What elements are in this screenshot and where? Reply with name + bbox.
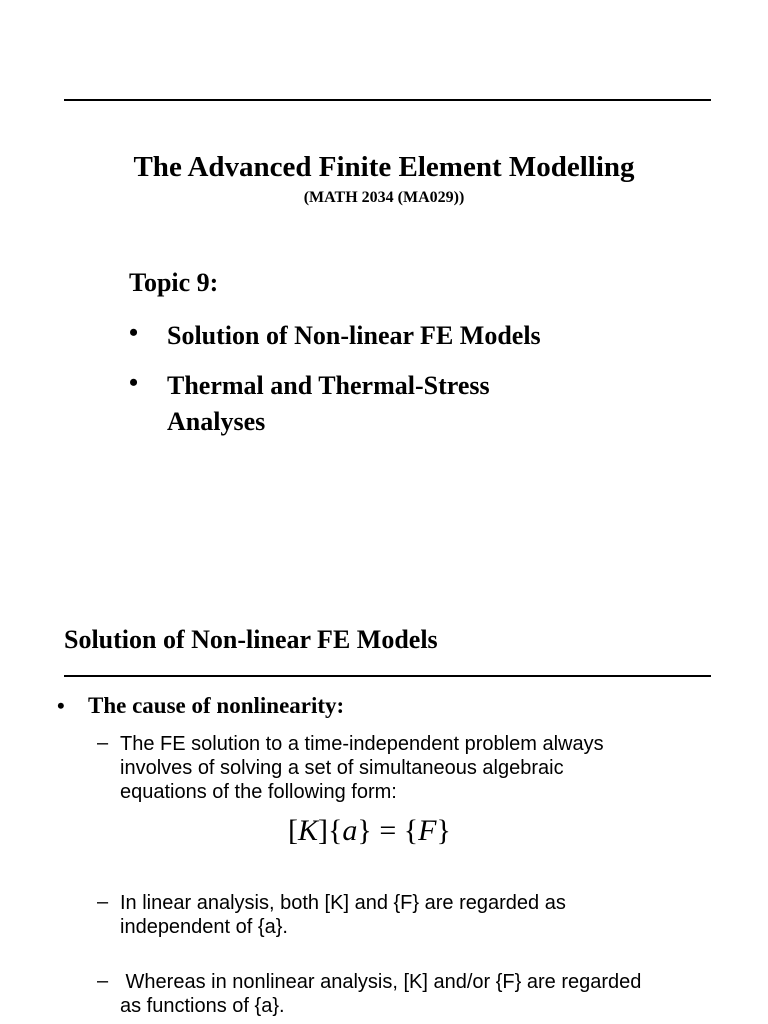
bullet-line: Solution of Non-linear FE Models [167,321,541,350]
equation-force-symbol: F [418,814,437,847]
equation-matrix-symbol: K [298,814,319,847]
equation-kaf [288,814,451,848]
paragraph-line: The FE solution to a time-independent problem always [120,733,604,755]
cause-of-nonlinearity-heading: The cause of nonlinearity: [88,693,345,718]
course-code: (MATH 2034 (MA029)) [303,189,465,206]
topic-label: Topic 9: [129,268,219,297]
section-heading: Solution of Non-linear FE Models [64,625,438,654]
paragraph-linear-analysis [120,891,566,939]
equation-bracket: [ [288,814,298,847]
equation-vector-symbol: a [342,814,358,847]
paragraph-line: involves of solving a set of simultaneous algebraic [120,757,564,779]
equation-brace: { [403,814,419,847]
bullet-line: Analyses [167,407,266,436]
equation-brace: } [436,814,451,847]
equation-equals: = [379,814,397,847]
bullet-marker: • [129,318,139,347]
heading-divider-line [64,675,711,677]
topic-bullet-thermal [167,368,490,440]
bullet-marker: • [57,693,65,718]
paragraph-fe-solution [120,732,604,804]
equation-bracket: ] [318,814,329,847]
equation-brace: } [357,814,372,847]
paragraph-line: Whereas in nonlinear analysis, [K] and/or {F} are regarded [120,971,642,993]
paragraph-line: equations of the following form: [120,781,397,803]
top-divider-line [64,99,711,101]
paragraph-line: as functions of {a}. [120,995,285,1017]
paragraph-nonlinear-analysis [120,970,641,1018]
paragraph-line: independent of {a}. [120,916,288,938]
dash-marker: – [97,891,109,913]
slide-title: The Advanced Finite Element Modelling [133,151,635,183]
bullet-marker: • [129,368,139,397]
dash-marker: – [97,970,109,992]
dash-marker: – [97,732,109,754]
paragraph-line: In linear analysis, both [K] and {F} are regarded as [120,892,566,914]
bullet-line: Thermal and Thermal-Stress [167,371,490,400]
topic-bullet-nonlinear [167,318,541,354]
equation-brace: { [328,814,343,847]
